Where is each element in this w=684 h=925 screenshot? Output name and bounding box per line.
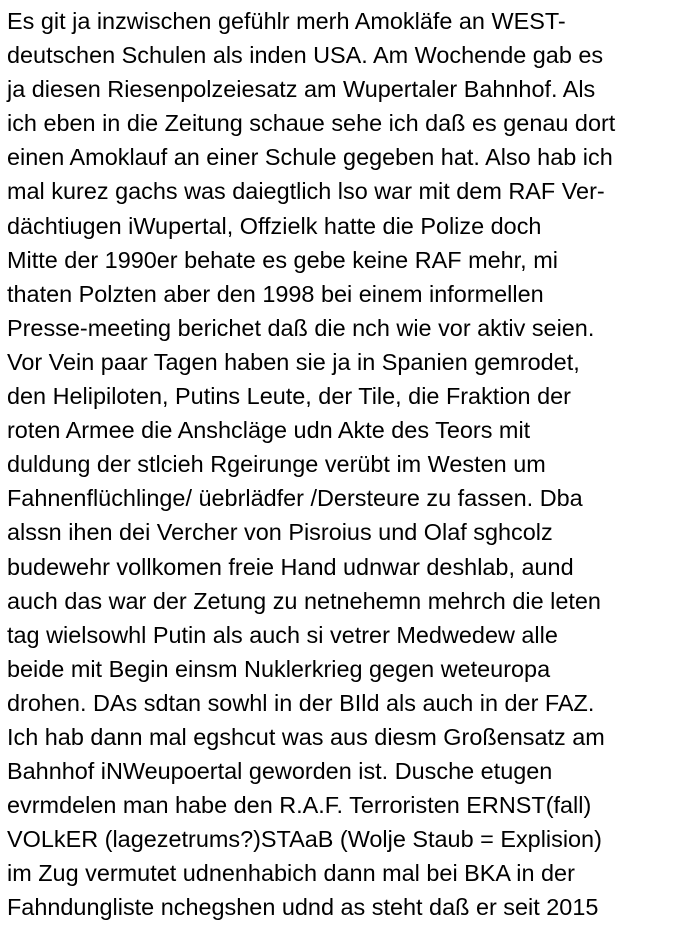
text-line: Mitte der 1990er behate es gebe keine RAF mehr, mi — [7, 246, 558, 273]
text-line: ich eben in die Zeitung schaue sehe ich daß es genau dort — [7, 110, 616, 137]
text-line: thaten Polzten aber den 1998 bei einem informellen — [7, 280, 544, 307]
text-line: den Helipiloten, Putins Leute, der Tile, die Fraktion der — [7, 383, 571, 410]
document-text-block — [7, 4, 683, 925]
text-line: Vor Vein paar Tagen haben sie ja in Spanien gemrodet, — [7, 348, 580, 375]
text-line: Fahndungliste nchegshen udnd as steht daß er seit 2015 — [7, 894, 599, 921]
text-line: Presse-meeting berichet daß die nch wie vor aktiv seien. — [7, 314, 595, 341]
text-line: alssn ihen dei Vercher von Pisroius und Olaf sghcolz — [7, 519, 553, 546]
text-line: deutschen Schulen als inden USA. Am Wochende gab es — [7, 42, 604, 69]
text-line: Es git ja inzwischen gefühlr merh Amokläfe an WEST- — [7, 8, 566, 34]
text-line: budewehr vollkomen freie Hand udnwar deshlab, aund — [7, 553, 574, 580]
text-line: auch das war der Zetung zu netnehemn mehrch die leten — [7, 587, 601, 614]
text-line: im Zug vermutet udnenhabich dann mal bei BKA in der — [7, 860, 575, 887]
text-line: beide mit Begin einsm Nuklerkrieg gegen weteuropa — [7, 655, 551, 682]
text-line: Bahnhof iNWeupoertal geworden ist. Dusche etugen — [7, 758, 553, 785]
text-line: dächtiugen iWupertal, Offzielk hatte die Polize doch — [7, 212, 542, 239]
text-line: einen Amoklauf an einer Schule gegeben hat. Also hab ich — [7, 144, 613, 171]
text-line: evrmdelen man habe den R.A.F. Terroristen ERNST(fall) — [7, 792, 592, 819]
text-line: mal kurez gachs was daiegtlich lso war mit dem RAF Ver- — [7, 178, 605, 205]
text-line: duldung der stlcieh Rgeirunge verübt im Westen um — [7, 451, 546, 478]
text-line: Fahnenflüchlinge/ üebrlädfer /Dersteure zu fassen. Dba — [7, 485, 583, 512]
text-line: tag wielsowhl Putin als auch si vetrer Medwedew alle — [7, 621, 558, 648]
text-line: roten Armee die Anshcläge udn Akte des Teors mit — [7, 417, 531, 444]
text-line: drohen. DAs sdtan sowhl in der BIld als auch in der FAZ. — [7, 689, 595, 716]
text-line: VOLkER (lagezetrums?)STAaB (Wolje Staub = Explision) — [7, 826, 602, 853]
text-line: Ich hab dann mal egshcut was aus diesm Großensatz am — [7, 723, 605, 750]
text-line: ja diesen Riesenpolzeiesatz am Wupertaler Bahnhof. Als — [7, 76, 596, 103]
